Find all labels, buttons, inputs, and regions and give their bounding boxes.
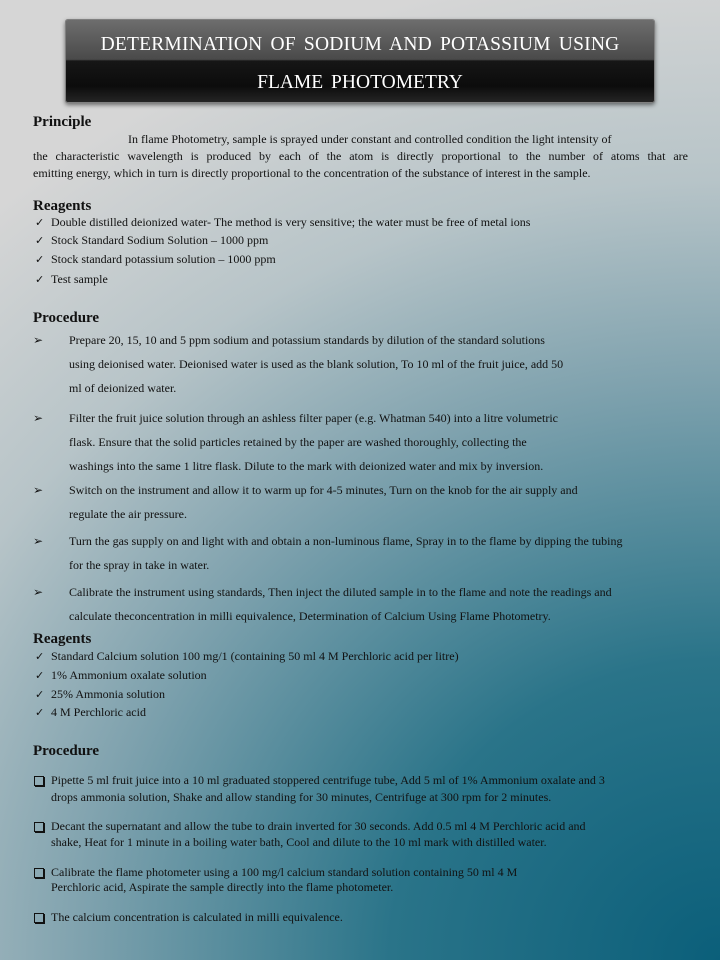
list-item-line: ml of deionized water. (69, 381, 177, 395)
arrowhead-icon: ➢ (33, 411, 44, 425)
list-item: Stock standard potassium solution – 1000 ppm (51, 252, 276, 266)
reagents-heading-2: Reagents (33, 631, 92, 647)
principle-line-2: the characteristic wavelength is produced by each of the atom is directly proportional to the number of atoms that are (33, 149, 688, 163)
square-bullet-icon (34, 913, 44, 923)
checkmark-icon: ✓ (35, 670, 45, 682)
square-bullet-icon (34, 822, 44, 832)
list-item-line: Calibrate the flame photometer using a 100 mg/l calcium standard solution containing 50 ml 4 M (51, 865, 518, 879)
checkmark-icon: ✓ (35, 689, 45, 701)
list-item-line: drops ammonia solution, Shake and allow standing for 30 minutes, Centrifuge at 300 rpm for 2 minutes. (51, 790, 552, 804)
list-item-line: Turn the gas supply on and light with and obtain a non-luminous flame, Spray in to the flame by dipping the tubing (69, 534, 623, 548)
list-item: Double distilled deionized water- The method is very sensitive; the water must be free of metal ions (51, 215, 531, 229)
list-item: Standard Calcium solution 100 mg/1 (containing 50 ml 4 M Perchloric acid per litre) (51, 649, 459, 663)
list-item-line: Switch on the instrument and allow it to warm up for 4-5 minutes, Turn on the knob for the air supply and (69, 483, 578, 497)
principle-line-1: In flame Photometry, sample is sprayed under constant and controlled condition the light intensity of (128, 132, 612, 146)
arrowhead-icon: ➢ (33, 534, 44, 548)
list-item-line: for the spray in take in water. (69, 558, 210, 572)
procedure-heading-2: Procedure (33, 743, 100, 759)
list-item: 4 M Perchloric acid (51, 705, 146, 719)
list-item-line: Decant the supernatant and allow the tube to drain inverted for 30 seconds. Add 0.5 ml 4 M Perchloric acid and (51, 819, 586, 833)
list-item-line: Perchloric acid, Aspirate the sample directly into the flame photometer. (51, 880, 394, 894)
list-item-line: Prepare 20, 15, 10 and 5 ppm sodium and potassium standards by dilution of the standard solutions (69, 333, 545, 347)
title-banner (65, 19, 655, 103)
square-bullet-icon (34, 776, 44, 786)
list-item: Stock Standard Sodium Solution – 1000 ppm (51, 233, 269, 247)
list-item-line: regulate the air pressure. (69, 507, 187, 521)
reagents-heading-1: Reagents (33, 198, 92, 214)
checkmark-icon: ✓ (35, 217, 45, 229)
checkmark-icon: ✓ (35, 274, 45, 286)
title-line-2: FLAME PHOTOMETRY (257, 72, 463, 93)
principle-line-3: emitting energy, which in turn is directly proportional to the concentration of the substance of interest in the sample. (33, 166, 591, 180)
checkmark-icon: ✓ (35, 651, 45, 663)
list-item-line: shake, Heat for 1 minute in a boiling water bath, Cool and dilute to the 10 ml mark with distilled water. (51, 835, 547, 849)
list-item-line: Pipette 5 ml fruit juice into a 10 ml graduated stoppered centrifuge tube, Add 5 ml of 1% Ammonium oxalate and 3 (51, 773, 605, 787)
list-item-line: The calcium concentration is calculated in milli equivalence. (51, 910, 343, 924)
list-item-line: flask. Ensure that the solid particles retained by the paper are washed thoroughly, collecting the (69, 435, 527, 449)
title-line-1: DETERMINATION OF SODIUM AND POTASSIUM USING (100, 34, 620, 55)
list-item: 25% Ammonia solution (51, 687, 165, 701)
square-bullet-icon (34, 868, 44, 878)
arrowhead-icon: ➢ (33, 585, 44, 599)
list-item-line: washings into the same 1 litre flask. Dilute to the mark with deionized water and mix by inversion. (69, 459, 544, 473)
arrowhead-icon: ➢ (33, 483, 44, 497)
list-item-line: calculate theconcentration in milli equivalence, Determination of Calcium Using Flame Photometry. (69, 609, 551, 623)
list-item-line: using deionised water. Deionised water is used as the blank solution, To 10 ml of the fruit juice, add 50 (69, 357, 564, 371)
checkmark-icon: ✓ (35, 235, 45, 247)
checkmark-icon: ✓ (35, 254, 45, 266)
list-item: 1% Ammonium oxalate solution (51, 668, 207, 682)
checkmark-icon: ✓ (35, 707, 45, 719)
list-item-line: Filter the fruit juice solution through an ashless filter paper (e.g. Whatman 540) into a litre volumetric (69, 411, 558, 425)
arrowhead-icon: ➢ (33, 333, 44, 347)
procedure-heading-1: Procedure (33, 310, 100, 326)
list-item: Test sample (51, 272, 108, 286)
list-item-line: Calibrate the instrument using standards, Then inject the diluted sample in to the flame and note the readings and (69, 585, 612, 599)
principle-heading: Principle (33, 114, 92, 130)
